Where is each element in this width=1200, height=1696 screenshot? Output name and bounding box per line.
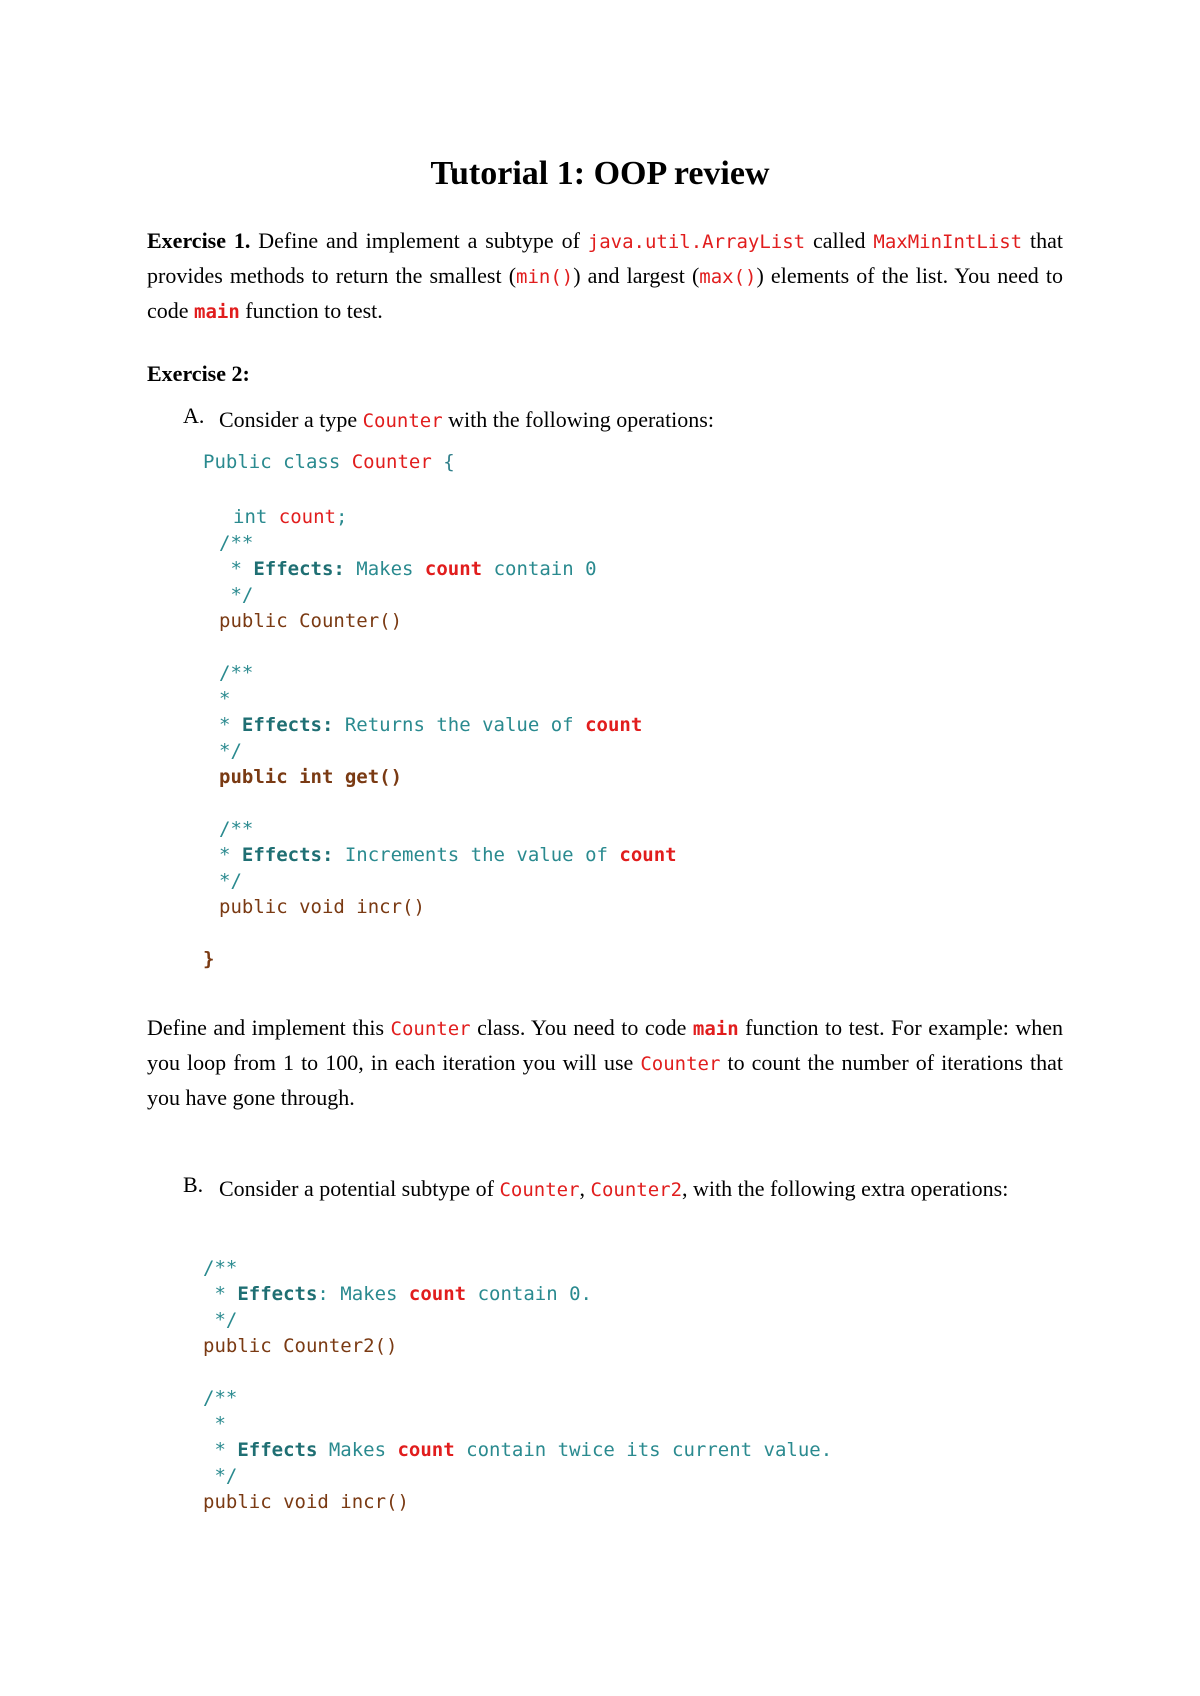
code-line: */ (203, 1465, 238, 1487)
page-title: Tutorial 1: OOP review (430, 155, 770, 192)
code-line: */ (203, 1309, 238, 1331)
code-line: public void incr() (203, 1491, 409, 1513)
code-token: contain 0. (466, 1283, 592, 1305)
code-line: /** (203, 1257, 238, 1279)
code-token: count (619, 844, 677, 866)
text: that provides methods to return the smallest ( (147, 228, 1063, 288)
code-token: count (278, 506, 336, 528)
code-line: /** (203, 1387, 238, 1409)
code-token: Returns the value of (333, 714, 586, 736)
text: with the following operations: (442, 407, 714, 432)
code-token: * (219, 844, 242, 866)
code-inline: Counter2 (590, 1179, 683, 1201)
code-line: /** (219, 818, 254, 840)
code-token: Effects: (241, 714, 334, 736)
code-line: */ (219, 740, 242, 762)
code-token: ; (335, 506, 348, 528)
code-line: */ (219, 870, 242, 892)
text: Define and implement this (147, 1015, 391, 1040)
code-line: public Counter() (219, 610, 403, 632)
code-token: Makes (344, 558, 425, 580)
code-token: count (397, 1439, 455, 1461)
code-token: int (233, 506, 279, 528)
code-line: public void incr() (219, 896, 425, 918)
code-line: public Counter2() (203, 1335, 398, 1357)
code-inline: min() (516, 266, 574, 288)
text: called (805, 228, 874, 253)
text: function to test. For example: when you loop from 1 to 100, in each iteration you will use (147, 1015, 1064, 1075)
code-token: contain twice its current value. (454, 1439, 833, 1461)
code-line: */ (219, 584, 254, 606)
text: Consider a potential subtype of (219, 1176, 500, 1201)
text: , with the following extra operations: (682, 1176, 1009, 1201)
code-token: count (424, 558, 483, 580)
code-line: /** (219, 532, 254, 554)
code-line: * (219, 688, 231, 710)
code-token: * (219, 558, 254, 580)
code-token: : Makes (317, 1283, 409, 1305)
code-inline: Counter (362, 410, 443, 432)
text: ) and largest ( (573, 263, 700, 288)
code-inline: main (692, 1018, 739, 1040)
code-line (233, 504, 347, 530)
code-token: count (585, 714, 643, 736)
code-inline: Counter (499, 1179, 580, 1201)
text: , (579, 1176, 591, 1201)
code-token: * (219, 714, 242, 736)
code-token: count (408, 1283, 467, 1305)
text: function to test. (239, 298, 383, 323)
text: ) elements of the list. You need to code (147, 263, 1063, 323)
exercise-1-paragraph (147, 224, 1063, 329)
code-token: Effects (237, 1283, 318, 1305)
list-marker-b: B. (183, 1172, 204, 1197)
code-token: Effects (237, 1439, 318, 1461)
text: Define and implement a subtype of (250, 228, 588, 253)
exercise-2-label: Exercise 2: (147, 361, 250, 386)
text: class. You need to code (470, 1015, 693, 1040)
code-line (219, 556, 597, 582)
text: to count the number of iterations that you have gone through. (147, 1050, 1063, 1110)
code-token: Increments the value of (333, 844, 620, 866)
code-token: Public class (203, 451, 352, 473)
code-token: { (431, 451, 455, 473)
code-inline: max() (699, 266, 757, 288)
code-line (203, 449, 455, 475)
code-inline: Counter (390, 1018, 471, 1040)
code-inline: MaxMinIntList (873, 231, 1023, 253)
code-line (203, 1281, 592, 1307)
code-token: * (203, 1439, 238, 1461)
counter-task-paragraph (147, 1011, 1063, 1115)
list-marker-a: A. (183, 403, 205, 428)
item-b-text (219, 1172, 1063, 1207)
code-line: /** (219, 662, 254, 684)
code-line (219, 712, 642, 738)
exercise-1-label: Exercise 1. (147, 228, 251, 253)
code-inline: main (194, 301, 240, 323)
text: Consider a type (219, 407, 363, 432)
code-inline: Counter (640, 1053, 721, 1075)
item-a-text (219, 403, 1069, 438)
code-token: * (203, 1283, 238, 1305)
code-token: contain 0 (482, 558, 597, 580)
code-line (219, 842, 677, 868)
code-inline: java.util.ArrayList (587, 231, 806, 253)
code-line: * (203, 1413, 226, 1435)
code-token: Makes (317, 1439, 398, 1461)
code-line: } (203, 948, 215, 970)
code-token: Effects: (241, 844, 334, 866)
code-token: Counter (351, 451, 432, 473)
code-line: public int get() (219, 766, 403, 788)
code-token: Effects: (253, 558, 345, 580)
code-line (203, 1437, 832, 1463)
